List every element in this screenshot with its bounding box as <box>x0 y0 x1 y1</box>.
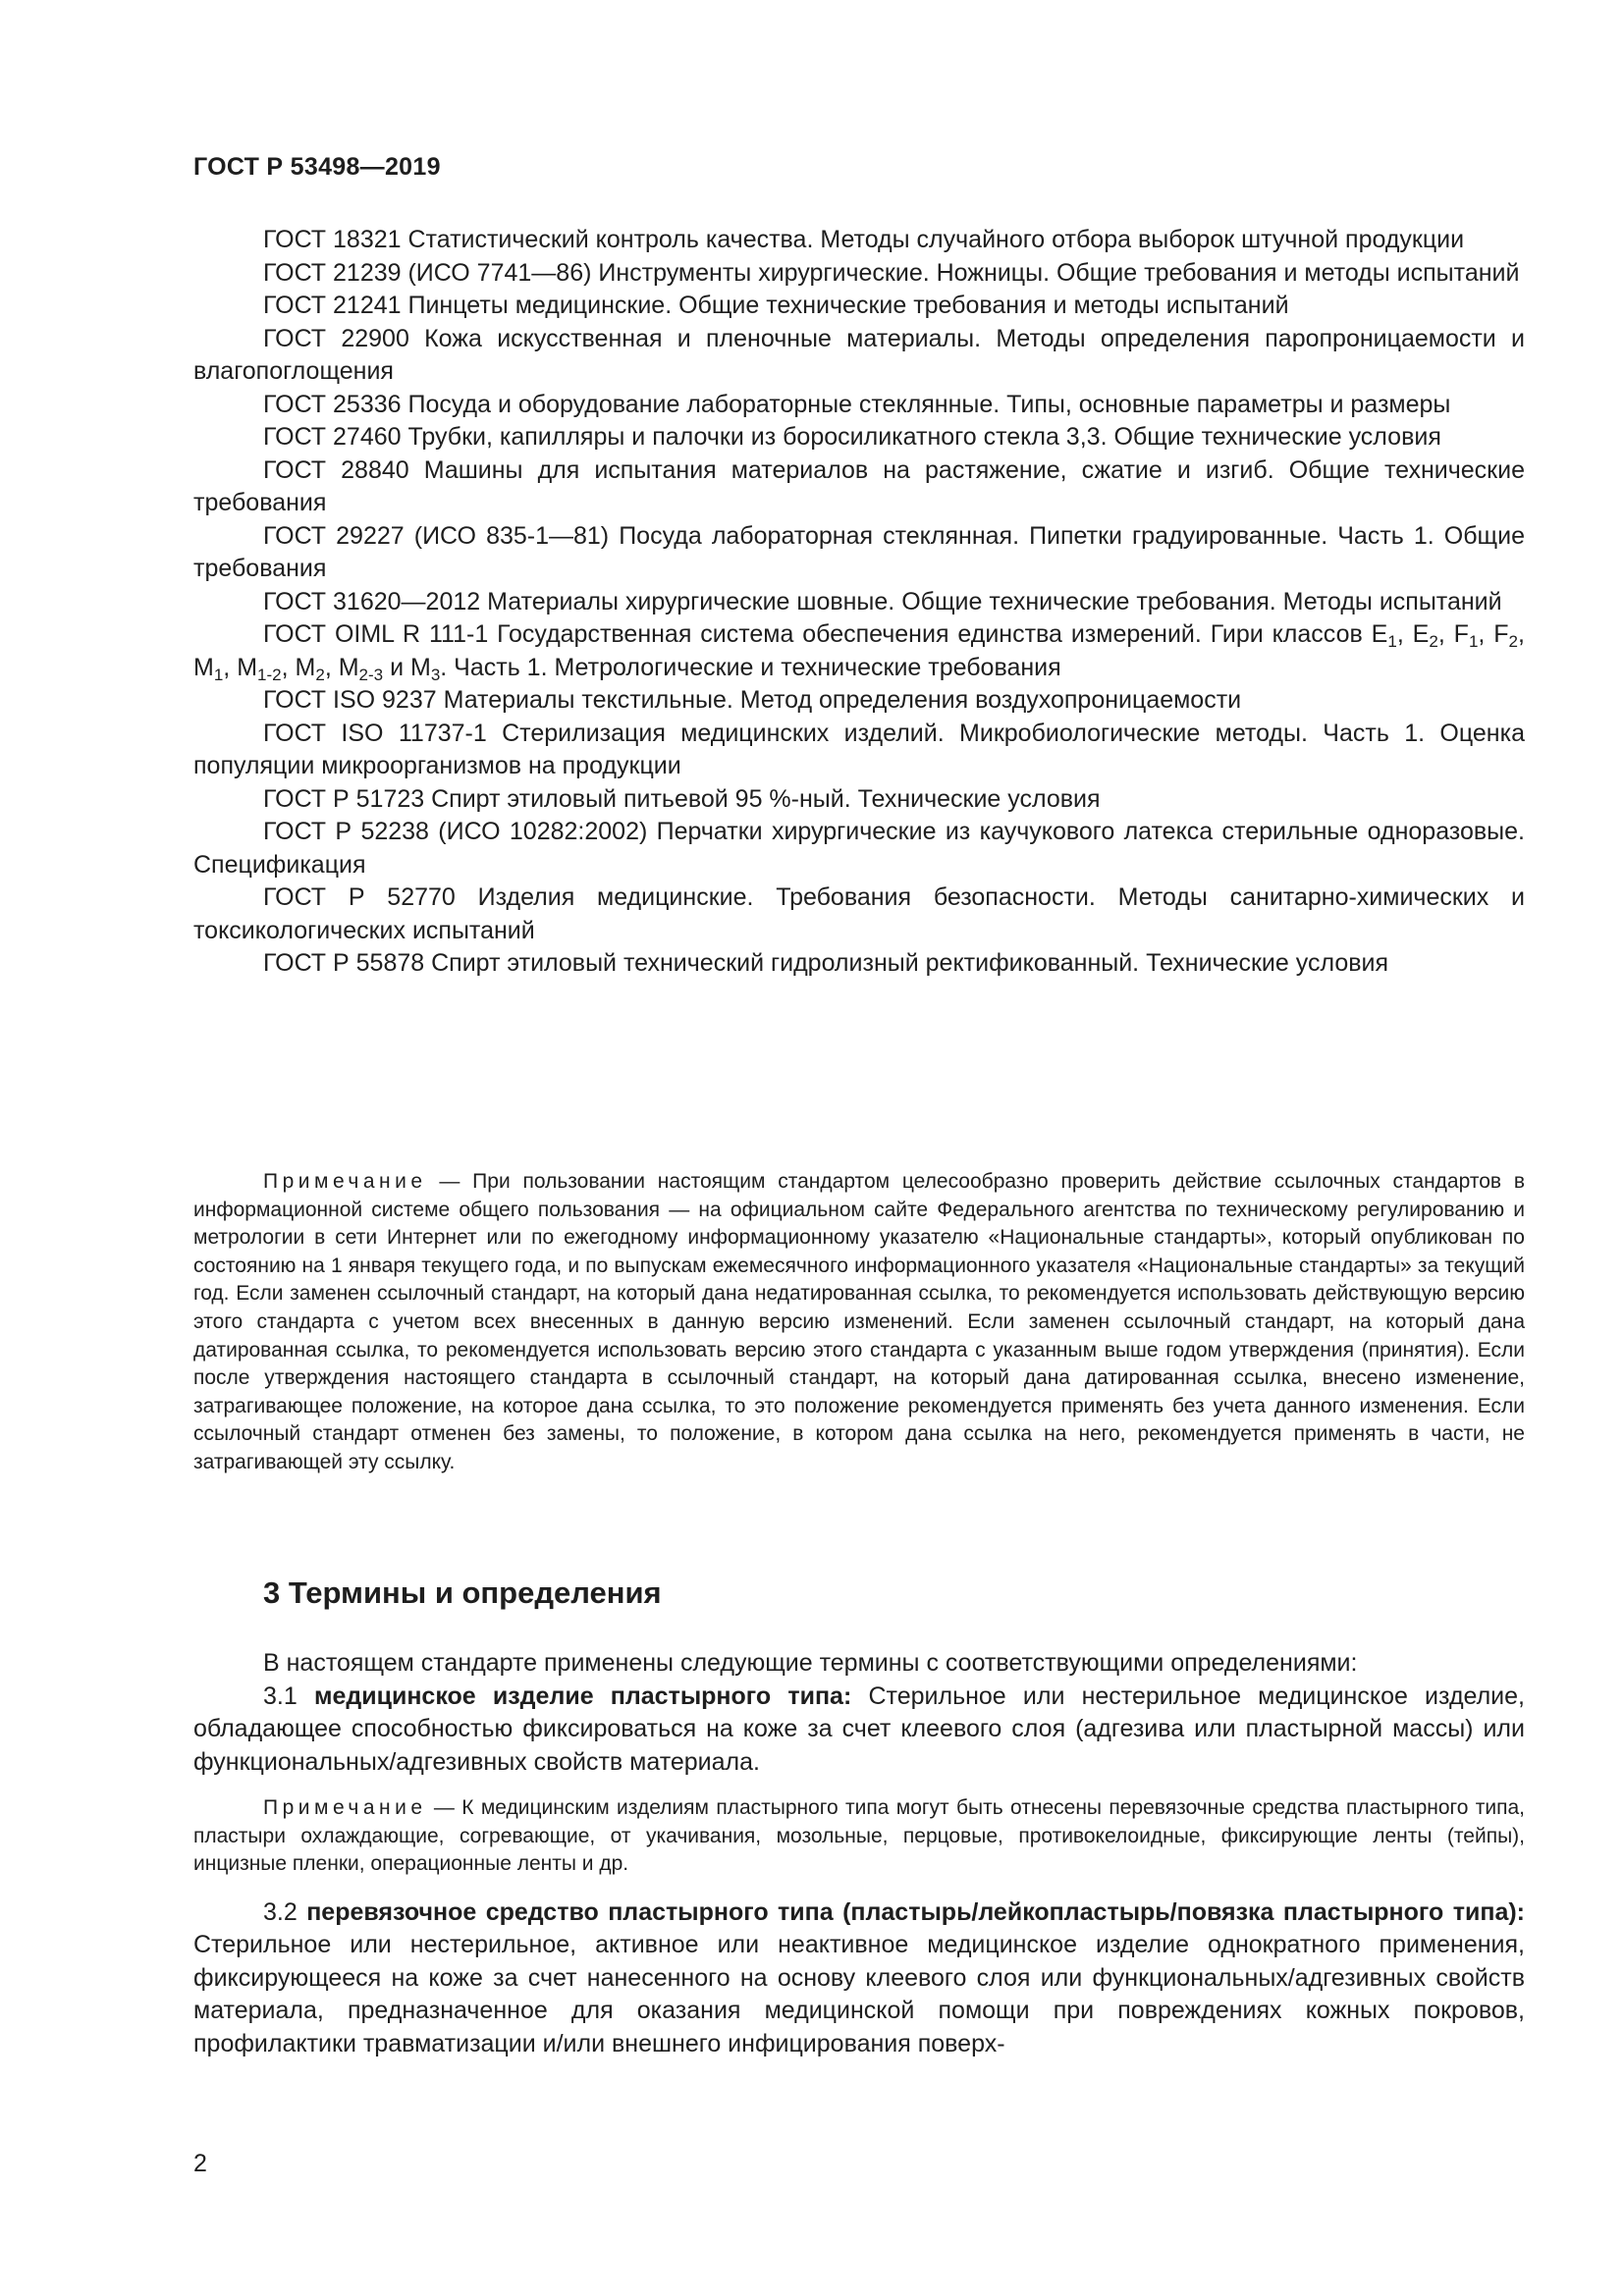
weight-class-subscript: 2-3 <box>358 665 384 684</box>
weight-class-letter: M <box>338 653 359 681</box>
reference-item: ГОСТ 18321 Статистический контроль качества. Методы случайного отбора выборок штучной продукции <box>263 226 1465 253</box>
reference-item: ГОСТ 25336 Посуда и оборудование лабораторные стеклянные. Типы, основные параметры и размеры <box>263 390 1451 418</box>
weight-class-separator: и <box>383 653 410 681</box>
reference-item: ГОСТ 29227 (ИСО 835-1—81) Посуда лабораторная стеклянная. Пипетки градуированные. Часть 1. Общие требования <box>193 521 1525 582</box>
term-name: перевязочное средство пластырного типа (пластырь/лейкопластырь/повязка пластырного типа): <box>306 1897 1525 1926</box>
weight-class <box>1493 620 1525 651</box>
weight-class-letter: M <box>295 653 316 681</box>
section-intro: В настоящем стандарте применены следующие термины с соответствующими определениями: <box>263 1649 1358 1677</box>
note-label: Примечание <box>263 1796 427 1819</box>
note-label: Примечание <box>263 1170 427 1193</box>
weight-class-letter: M <box>193 653 214 681</box>
weight-class-separator: , <box>1396 620 1413 648</box>
weight-class <box>237 653 296 684</box>
weight-class <box>1371 620 1413 651</box>
weight-class-letter: E <box>1371 620 1388 648</box>
term-3-1 <box>193 1681 1525 1780</box>
weight-class <box>1412 620 1454 651</box>
reference-item: ГОСТ Р 51723 Спирт этиловый питьевой 95 %-ный. Технические условия <box>263 784 1101 813</box>
page-number: 2 <box>193 2150 207 2177</box>
note-text: — К медицинским изделиям пластырного типа могут быть отнесены перевязочные средства пластырного типа, пластыри охлаждающие, согревающие, от укачивания, мозольные, перцовые, противокелоидные, фиксирующие ленты (тейпы), инцизные пленки, операционные ленты и др. <box>193 1796 1525 1876</box>
weight-class <box>193 653 238 684</box>
document-id-header: ГОСТ Р 53498—2019 <box>193 153 441 181</box>
reference-item: ГОСТ Р 52770 Изделия медицинские. Требования безопасности. Методы санитарно-химических и токсикологических испытаний <box>193 883 1525 944</box>
normative-references-list <box>193 224 1525 981</box>
weight-class-letter: M <box>237 653 258 681</box>
weight-class-letter: F <box>1493 620 1509 648</box>
reference-item: ГОСТ 22900 Кожа искусственная и пленочные материалы. Методы определения паропроницаемости и влагопоглощения <box>193 324 1525 385</box>
weight-class-separator: , <box>281 653 296 681</box>
reference-item: ГОСТ 28840 Машины для испытания материалов на растяжение, сжатие и изгиб. Общие технические требования <box>193 455 1525 516</box>
term-definition: Стерильное или нестерильное, активное или неактивное медицинское изделие однократного применения, фиксирующееся на коже за счет нанесенного на основу клеевого слоя или функциональных/адгезивных свойств материала, предназначенное для оказания медицинской помощи при повреждениях кожных покровов, профилактики травматизации и/или внешнего инфицирования поверх- <box>193 1931 1525 2057</box>
weight-class-subscript: 1 <box>1468 632 1479 651</box>
reference-item: ГОСТ Р 52238 (ИСО 10282:2002) Перчатки хирургические из каучукового латекса стерильные одноразовые. Спецификация <box>193 818 1525 879</box>
weight-class-subscript: 1 <box>213 665 224 684</box>
weight-class-subscript: 2 <box>1429 632 1438 651</box>
note-text: — При пользовании настоящим стандартом целесообразно проверить действие ссылочных стандартов в информационной системе общего пользования — на официальном сайте Федерального агентства по техническому регулированию и метрологии в сети Интернет или по ежегодному информационному указателю «Национальные стандарты», который опубликован по состоянию на 1 января текущего года, и по выпускам ежемесячного информационного указателя «Национальные стандарты» за текущий год. Если заменен ссылочный стандарт, на который дана недатированная ссылка, то рекомендуется использовать действующую версию этого стандарта с учетом всех внесенных в данную версию изменений. Если заменен ссылочный стандарт, на который дана датированная ссылка, то рекомендуется использовать версию этого стандарта с указанным выше годом утверждения (принятия). Если после утверждения настоящего стандарта в ссылочный стандарт, на который дана датированная ссылка, внесено изменение, затрагивающее положение, на которое дана ссылка, то это положение рекомендуется применять без учета данного изменения. Если ссылочный стандарт отменен без замены, то положение, в котором дана ссылка на него, рекомендуется применять в части, не затрагивающей эту ссылку. <box>193 1170 1525 1473</box>
weight-class <box>338 653 410 684</box>
reference-item: ГОСТ Р 55878 Спирт этиловый технический гидролизный ректификованный. Технические условия <box>263 949 1389 977</box>
weight-class-subscript: 3 <box>430 665 441 684</box>
weight-class-subscript: 2 <box>1508 632 1519 651</box>
references-note <box>193 1168 1525 1477</box>
term-name: медицинское изделие пластырного типа: <box>313 1682 852 1710</box>
terms-section <box>193 1647 1525 2060</box>
weight-class-separator: , <box>223 653 238 681</box>
term-number: 3.2 <box>263 1897 307 1926</box>
weight-class-separator: , <box>1518 620 1525 648</box>
reference-item-oiml <box>193 618 1525 684</box>
weight-class <box>1453 620 1494 651</box>
term-definition: Стерильное или нестерильное медицинское изделие, обладающее способностью фиксироваться на коже за счет клеевого слоя (адгезива или пластырной массы) или функциональных/адгезивных свойств материала. <box>193 1682 1526 1776</box>
reference-item: ГОСТ ISO 11737-1 Стерилизация медицинских изделий. Микробиологические методы. Часть 1. Оценка популяции микроорганизмов на продукции <box>193 719 1525 779</box>
weight-class <box>409 653 441 684</box>
weight-class <box>295 653 339 684</box>
weight-class-letter: E <box>1412 620 1430 648</box>
weight-class-separator: , <box>1478 620 1494 648</box>
weight-class-letter: M <box>409 653 431 681</box>
weight-class-subscript: 1 <box>1387 632 1397 651</box>
reference-item: ГОСТ ISO 9237 Материалы текстильные. Метод определения воздухопроницаемости <box>263 686 1242 714</box>
reference-item: ГОСТ 27460 Трубки, капилляры и палочки из боросиликатного стекла 3,3. Общие технические условия <box>263 423 1441 451</box>
term-number: 3.1 <box>263 1682 314 1710</box>
reference-item: ГОСТ 21239 (ИСО 7741—86) Инструменты хирургические. Ножницы. Общие требования и методы испытаний <box>263 258 1520 287</box>
term-3-2 <box>193 1896 1525 2061</box>
weight-class-subscript: 1-2 <box>257 665 282 684</box>
section-title: 3 Термины и определения <box>263 1575 662 1610</box>
reference-item: ГОСТ 21241 Пинцеты медицинские. Общие технические требования и методы испытаний <box>263 292 1289 319</box>
term-note <box>193 1794 1525 1879</box>
oiml-text-end: . Часть 1. Метрологические и технические требования <box>440 653 1061 681</box>
weight-class-separator: , <box>324 653 339 681</box>
weight-class-separator: , <box>1437 620 1454 648</box>
weight-class-letter: F <box>1453 620 1469 648</box>
weight-class-subscript: 2 <box>315 665 325 684</box>
oiml-text-start: ГОСТ OIML R 111-1 Государственная система обеспечения единства измерений. Гири классов <box>263 620 1372 648</box>
reference-item: ГОСТ 31620—2012 Материалы хирургические шовные. Общие технические требования. Методы испытаний <box>263 587 1502 615</box>
